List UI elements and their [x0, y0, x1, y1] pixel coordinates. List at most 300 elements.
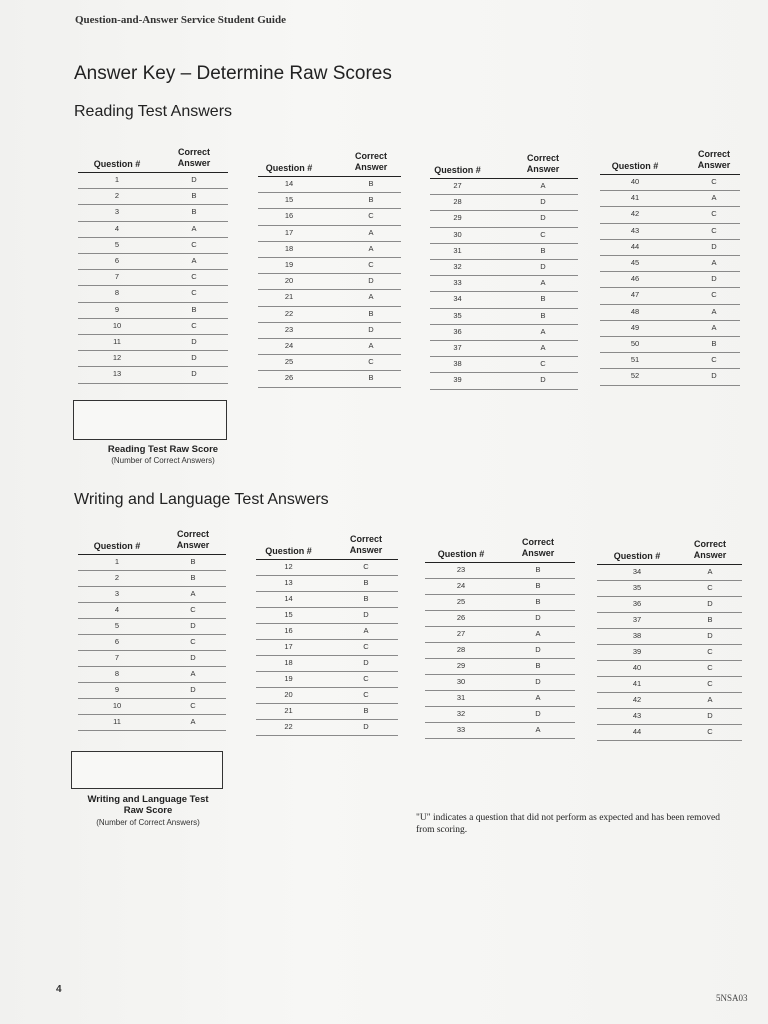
question-number: 43: [632, 711, 642, 720]
question-number: 34: [632, 567, 642, 576]
table-header: [78, 142, 228, 173]
question-column-header: Question #: [265, 163, 313, 173]
correct-answer: C: [368, 211, 374, 221]
question-number: 24: [284, 341, 294, 350]
table-row: [78, 334, 228, 351]
answer-header-line2: Answer: [354, 162, 388, 172]
correct-answer: D: [191, 175, 197, 184]
question-number: 26: [456, 613, 466, 622]
correct-answer: C: [191, 272, 197, 282]
question-number: 5: [114, 239, 120, 249]
question-number: 8: [114, 288, 120, 298]
question-number: 38: [453, 359, 462, 369]
question-number: 43: [630, 225, 640, 235]
answer-header-line1: Correct: [693, 539, 726, 549]
answer-column-header: [336, 151, 406, 173]
question-number: 7: [114, 653, 120, 662]
table-row: [600, 239, 740, 256]
table-header: [78, 523, 226, 555]
question-number: 30: [456, 677, 466, 686]
table-row: [78, 350, 228, 367]
correct-answer: D: [711, 274, 717, 284]
question-number: 17: [284, 642, 293, 651]
question-number: 31: [456, 693, 466, 702]
correct-answer: C: [711, 290, 717, 300]
correct-answer: D: [191, 369, 197, 379]
table-row: [258, 354, 401, 371]
table-row: [78, 253, 228, 270]
table-row: [256, 607, 398, 624]
correct-answer: A: [535, 629, 541, 638]
question-number: 19: [284, 260, 294, 269]
correct-answer: A: [191, 256, 197, 265]
correct-answer: B: [707, 615, 713, 624]
question-number: 40: [630, 177, 640, 186]
table-row: [256, 703, 398, 720]
correct-answer: B: [363, 594, 369, 603]
question-number: 32: [453, 262, 462, 271]
table-row: [78, 188, 228, 205]
question-number: 25: [456, 597, 466, 606]
answer-header-line2: Answer: [176, 540, 210, 550]
question-number: 22: [284, 722, 293, 731]
correct-answer: C: [363, 690, 369, 699]
correct-answer: D: [707, 599, 713, 608]
table-row: [600, 271, 740, 288]
table-row: [78, 554, 226, 571]
question-number: 36: [632, 599, 642, 608]
table-row: [78, 318, 228, 335]
table-row: [600, 304, 740, 321]
answer-column-header: [679, 539, 741, 561]
answer-header-line1: Correct: [697, 149, 730, 159]
scoring-note: "U" indicates a question that did not perform as expected and has been removed from scoring.: [416, 813, 721, 835]
table-row: [430, 178, 578, 195]
correct-answer: C: [368, 260, 374, 269]
question-number: 37: [632, 615, 642, 624]
writing-raw-score-label: [58, 794, 238, 816]
correct-answer: C: [707, 663, 713, 672]
table-row: [258, 306, 401, 323]
question-number: 23: [456, 565, 466, 574]
correct-answer: B: [540, 294, 546, 304]
correct-answer: A: [711, 306, 717, 316]
table-row: [258, 225, 401, 242]
table-row: [425, 722, 575, 739]
correct-answer: C: [191, 320, 197, 330]
question-number: 18: [284, 243, 294, 253]
table-row: [78, 618, 226, 635]
table-row: [600, 206, 740, 223]
correct-answer: C: [711, 177, 717, 186]
answer-header-line2: Answer: [349, 545, 383, 555]
table-row: [600, 190, 740, 207]
table-row: [256, 623, 398, 640]
question-number: 27: [456, 629, 466, 638]
correct-answer: A: [540, 326, 546, 336]
question-number: 51: [630, 355, 640, 365]
writing-section-title: Writing and Language Test Answers: [74, 491, 329, 508]
correct-answer: B: [190, 557, 196, 566]
question-number: 16: [284, 626, 293, 635]
table-row: [256, 687, 398, 704]
running-header: Question-and-Answer Service Student Guide: [75, 14, 286, 26]
table-row: [78, 302, 228, 319]
question-number: 49: [630, 322, 640, 332]
correct-answer: C: [363, 562, 369, 571]
question-number: 29: [456, 661, 466, 670]
table-row: [430, 308, 578, 325]
correct-answer: D: [540, 213, 546, 223]
table-row: [600, 320, 740, 337]
correct-answer: D: [535, 677, 541, 686]
question-number: 20: [284, 276, 294, 286]
answer-header-line1: Correct: [176, 529, 209, 539]
correct-answer: B: [363, 706, 369, 715]
question-number: 19: [284, 674, 293, 683]
answer-column-header: [160, 147, 228, 169]
table-row: [256, 671, 398, 688]
table-row: [597, 708, 742, 725]
question-number: 44: [630, 241, 640, 251]
answer-header-line2: Answer: [697, 160, 731, 170]
table-row: [597, 692, 742, 709]
table-row: [258, 176, 401, 193]
table-row: [256, 591, 398, 608]
question-number: 18: [284, 658, 293, 667]
correct-answer: D: [368, 276, 374, 286]
correct-answer: B: [711, 339, 717, 348]
table-row: [430, 340, 578, 357]
table-row: [600, 287, 740, 304]
question-number: 34: [453, 294, 462, 304]
table-row: [258, 241, 401, 258]
question-number: 13: [112, 369, 122, 379]
question-number: 28: [453, 197, 462, 207]
correct-answer: B: [535, 581, 541, 590]
table-row: [430, 324, 578, 341]
table-row: [78, 602, 226, 619]
question-number: 21: [284, 706, 293, 715]
correct-answer: C: [190, 605, 196, 614]
question-number: 7: [114, 272, 120, 282]
table-row: [597, 660, 742, 677]
table-row: [425, 674, 575, 691]
correct-answer: A: [540, 181, 546, 190]
table-header: [258, 146, 401, 177]
table-row: [425, 610, 575, 627]
table-row: [256, 639, 398, 656]
table-header: [430, 147, 578, 179]
correct-answer: D: [363, 658, 369, 667]
correct-answer: C: [707, 727, 713, 736]
table-row: [430, 356, 578, 373]
correct-answer: D: [535, 645, 541, 654]
answer-header-line2: Answer: [526, 164, 560, 174]
correct-answer: B: [535, 597, 541, 606]
correct-answer: C: [191, 239, 197, 249]
correct-answer: B: [540, 310, 546, 320]
page-number: 4: [56, 984, 62, 995]
correct-answer: D: [368, 324, 374, 334]
answer-column-header: [685, 149, 743, 171]
correct-answer: B: [368, 179, 374, 188]
question-number: 32: [456, 709, 466, 718]
table-row: [78, 204, 228, 221]
correct-answer: A: [368, 341, 374, 350]
table-row: [597, 644, 742, 661]
table-row: [430, 194, 578, 211]
question-number: 9: [114, 304, 120, 314]
question-number: 13: [284, 578, 293, 587]
correct-answer: B: [191, 207, 197, 217]
question-number: 30: [453, 229, 462, 239]
question-number: 23: [284, 324, 294, 334]
table-row: [425, 626, 575, 643]
answer-column-header: [334, 534, 398, 556]
table-header: [597, 532, 742, 565]
table-row: [258, 370, 401, 387]
answer-header-line1: Correct: [354, 151, 387, 161]
question-number: 25: [284, 357, 294, 367]
question-number: 28: [456, 645, 466, 654]
answer-header-line2: Answer: [521, 548, 555, 558]
table-row: [258, 322, 401, 339]
writing-raw-score-box[interactable]: [71, 751, 223, 789]
question-number: 33: [456, 725, 466, 734]
table-row: [597, 628, 742, 645]
table-row: [256, 719, 398, 736]
correct-answer: B: [535, 565, 541, 574]
answer-header-line1: Correct: [521, 537, 554, 547]
question-number: 15: [284, 610, 293, 619]
table-row: [258, 273, 401, 290]
correct-answer: D: [363, 610, 369, 619]
table-row: [78, 682, 226, 699]
answer-column-header: [510, 153, 576, 175]
table-row: [258, 192, 401, 209]
question-number: 33: [453, 278, 462, 288]
table-row: [600, 174, 740, 191]
table-row: [597, 612, 742, 629]
writing-raw-score-label-line2: Raw Score: [123, 805, 173, 816]
correct-answer: A: [535, 725, 541, 734]
table-row: [597, 676, 742, 693]
table-row: [78, 714, 226, 731]
question-number: 1: [114, 175, 120, 184]
correct-answer: C: [540, 229, 546, 239]
table-row: [256, 575, 398, 592]
footer-code: 5NSA03: [716, 993, 748, 1003]
table-row: [425, 594, 575, 611]
correct-answer: D: [190, 621, 196, 630]
question-number: 15: [284, 195, 294, 205]
question-number: 45: [630, 258, 640, 267]
correct-answer: B: [368, 308, 374, 318]
question-column-header: Question #: [613, 551, 661, 561]
question-number: 21: [284, 292, 294, 302]
table-row: [600, 352, 740, 369]
table-row: [258, 257, 401, 274]
question-number: 9: [114, 685, 120, 694]
correct-answer: C: [711, 355, 717, 365]
question-number: 16: [284, 211, 294, 221]
table-row: [258, 289, 401, 306]
answer-header-line2: Answer: [177, 158, 211, 168]
table-row: [78, 666, 226, 683]
question-number: 10: [112, 701, 122, 710]
question-number: 11: [113, 337, 121, 346]
correct-answer: D: [191, 337, 197, 346]
correct-answer: A: [711, 322, 717, 332]
correct-answer: D: [540, 375, 546, 385]
correct-answer: A: [368, 292, 374, 302]
correct-answer: B: [191, 304, 197, 314]
table-row: [78, 570, 226, 587]
correct-answer: A: [711, 193, 717, 203]
correct-answer: A: [707, 567, 713, 576]
table-row: [600, 336, 740, 353]
correct-answer: A: [711, 258, 717, 267]
table-row: [258, 338, 401, 355]
question-number: 38: [632, 631, 642, 640]
question-number: 4: [114, 223, 120, 233]
question-number: 37: [453, 343, 462, 352]
question-number: 20: [284, 690, 293, 699]
table-row: [78, 586, 226, 603]
reading-raw-score-box[interactable]: [73, 400, 227, 440]
question-number: 42: [632, 695, 642, 704]
correct-answer: D: [190, 685, 196, 694]
question-number: 35: [453, 310, 462, 320]
correct-answer: B: [368, 195, 374, 205]
correct-answer: D: [540, 197, 546, 207]
correct-answer: B: [535, 661, 541, 670]
question-number: 1: [114, 557, 120, 566]
table-row: [600, 255, 740, 272]
table-row: [78, 172, 228, 189]
writing-raw-score-label-line1: Writing and Language Test: [87, 794, 209, 805]
table-row: [430, 243, 578, 260]
table-row: [430, 291, 578, 308]
question-number: 10: [112, 320, 122, 330]
table-row: [78, 698, 226, 715]
question-number: 24: [456, 581, 466, 590]
correct-answer: C: [707, 647, 713, 656]
correct-answer: D: [190, 653, 196, 662]
table-row: [78, 221, 228, 238]
correct-answer: D: [535, 613, 541, 622]
question-column-header: Question #: [611, 161, 659, 171]
page-title: Answer Key – Determine Raw Scores: [74, 63, 392, 84]
table-header: [425, 530, 575, 563]
table-row: [597, 564, 742, 581]
correct-answer: D: [711, 371, 717, 381]
correct-answer: C: [363, 642, 369, 651]
question-column-header: Question #: [93, 159, 141, 169]
reading-raw-score-label: Reading Test Raw Score: [107, 444, 219, 455]
question-number: 39: [632, 647, 642, 656]
correct-answer: B: [363, 578, 369, 587]
question-number: 22: [284, 308, 294, 318]
correct-answer: C: [368, 357, 374, 367]
table-row: [78, 634, 226, 651]
question-number: 50: [630, 339, 640, 348]
table-row: [597, 596, 742, 613]
correct-answer: A: [707, 695, 713, 704]
correct-answer: A: [363, 626, 369, 635]
question-number: 27: [453, 181, 462, 190]
table-header: [600, 146, 740, 175]
table-row: [425, 658, 575, 675]
correct-answer: D: [707, 631, 713, 640]
question-number: 41: [632, 679, 642, 688]
correct-answer: D: [707, 711, 713, 720]
correct-answer: A: [540, 278, 546, 288]
question-number: 39: [453, 375, 462, 385]
question-number: 35: [632, 583, 642, 592]
correct-answer: C: [540, 359, 546, 369]
question-number: 29: [453, 213, 462, 223]
table-row: [425, 562, 575, 579]
answer-header-line2: Answer: [693, 550, 727, 560]
correct-answer: D: [191, 353, 197, 363]
question-number: 2: [114, 573, 120, 582]
question-number: 2: [114, 191, 120, 201]
question-number: 14: [284, 594, 293, 603]
question-number: 5: [114, 621, 120, 630]
table-row: [78, 285, 228, 302]
question-number: 3: [114, 207, 120, 217]
question-number: 3: [114, 589, 120, 598]
question-column-header: Question #: [93, 541, 141, 551]
question-number: 6: [114, 637, 120, 646]
question-number: 26: [284, 373, 294, 383]
reading-section-title: Reading Test Answers: [74, 103, 233, 120]
correct-answer: C: [711, 209, 717, 219]
table-row: [430, 210, 578, 227]
correct-answer: C: [190, 637, 196, 646]
answer-column-header: [160, 529, 226, 551]
correct-answer: A: [368, 243, 374, 253]
question-column-header: Question #: [434, 165, 481, 175]
table-row: [430, 259, 578, 276]
question-number: 12: [284, 562, 293, 571]
table-row: [600, 368, 740, 385]
table-row: [597, 724, 742, 741]
table-row: [258, 208, 401, 225]
table-row: [425, 642, 575, 659]
correct-answer: A: [190, 717, 196, 726]
table-row: [430, 275, 578, 292]
correct-answer: D: [535, 709, 541, 718]
question-number: 46: [630, 274, 640, 284]
reading-raw-score-sublabel: (Number of Correct Answers): [111, 456, 215, 465]
correct-answer: C: [191, 288, 197, 298]
correct-answer: C: [363, 674, 369, 683]
answer-header-line1: Correct: [349, 534, 382, 544]
correct-answer: D: [711, 241, 717, 251]
question-number: 17: [284, 227, 294, 237]
correct-answer: B: [191, 191, 197, 201]
correct-answer: D: [363, 722, 369, 731]
question-number: 44: [632, 727, 642, 736]
table-row: [78, 650, 226, 667]
question-number: 48: [630, 306, 640, 316]
correct-answer: C: [707, 679, 713, 688]
correct-answer: C: [190, 701, 196, 710]
correct-answer: A: [190, 589, 196, 598]
